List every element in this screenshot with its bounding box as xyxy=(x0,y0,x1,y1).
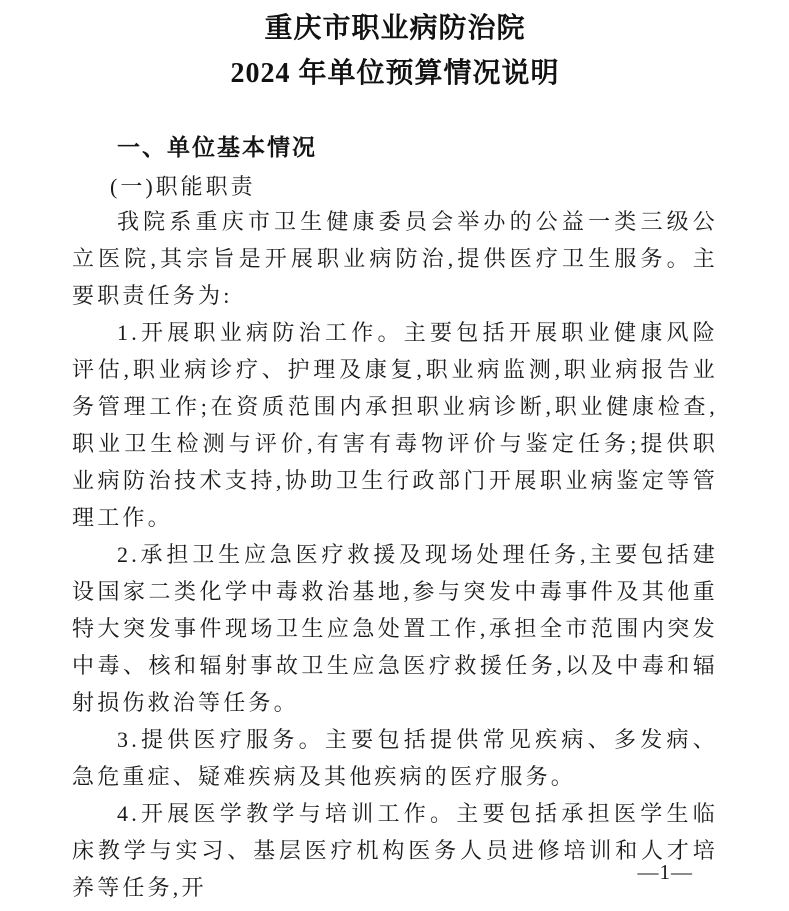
paragraph-introduction: 我院系重庆市卫生健康委员会举办的公益一类三级公立医院,其宗旨是开展职业病防治,提供医疗卫生服务。主要职责任务为: xyxy=(72,209,718,308)
subsection-heading-functions-duties: (一)职能职责 xyxy=(110,174,256,199)
document-title-line2: 2024 年单位预算情况说明 xyxy=(230,58,560,89)
paragraph-duty-4-medical-teaching-training: 4.开展医学教学与培训工作。主要包括承担医学生临床教学与实习、基层医疗机构医务人员进修培训和人才培养等任务,开 xyxy=(72,801,718,900)
paragraph-duty-1-occupational-disease-prevention: 1.开展职业病防治工作。主要包括开展职业健康风险评估,职业病诊疗、护理及康复,职业病监测,职业病报告业务管理工作;在资质范围内承担职业病诊断,职业健康检查,职业卫生检测与评价,有害有毒物评价与鉴定任务;提供职业病防治技术支持,协助卫生行政部门开展职业病鉴定等管理工作。 xyxy=(72,320,718,530)
section-heading-basic-information: 一、单位基本情况 xyxy=(117,134,317,160)
paragraph-duty-2-emergency-medical-rescue: 2.承担卫生应急医疗救援及现场处理任务,主要包括建设国家二类化学中毒救治基地,参与突发中毒事件及其他重特大突发事件现场卫生应急处置工作,承担全市范围内突发中毒、核和辐射事故卫生应急医疗救援任务,以及中毒和辐射损伤救治等任务。 xyxy=(72,542,718,715)
document-title-line1: 重庆市职业病防治院 xyxy=(264,13,526,44)
page-number: —1— xyxy=(637,860,693,884)
paragraph-duty-3-medical-services: 3.提供医疗服务。主要包括提供常见疾病、多发病、急危重症、疑难疾病及其他疾病的医疗服务。 xyxy=(72,727,718,789)
document-title xyxy=(72,6,718,96)
